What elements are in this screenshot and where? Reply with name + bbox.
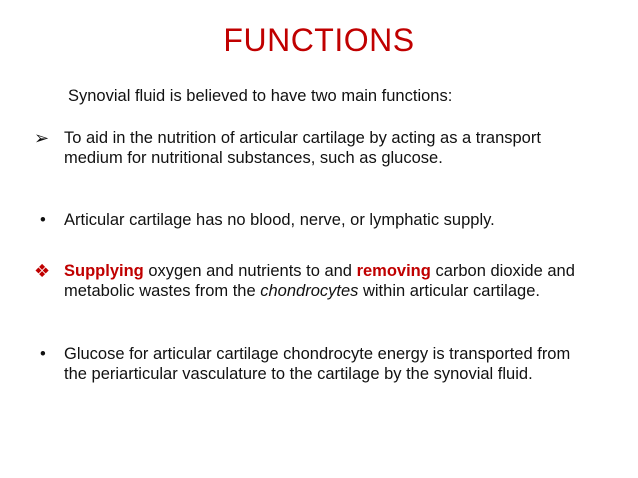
list-item-text: Articular cartilage has no blood, nerve, or lymphatic supply. xyxy=(64,211,495,229)
diamond-bullet-icon: ❖ xyxy=(34,261,51,281)
slide-title: FUNCTIONS xyxy=(223,22,415,58)
list-item xyxy=(34,128,584,168)
list-item-text: To aid in the nutrition of articular cartilage by acting as a transport medium for nutritional substances, such as glucose. xyxy=(64,129,541,167)
italic-word: chondrocytes xyxy=(260,281,359,300)
text-run: oxygen and nutrients to and xyxy=(143,262,357,280)
arrow-bullet-icon: ➢ xyxy=(34,128,50,148)
list-item xyxy=(40,211,584,231)
list-item-text xyxy=(64,262,584,301)
list-item xyxy=(40,345,584,384)
round-bullet-icon: • xyxy=(40,211,46,229)
highlight-word: Supplying xyxy=(64,262,144,280)
list-item xyxy=(34,261,584,301)
intro-text: Synovial fluid is believed to have two main functions: xyxy=(68,87,453,105)
round-bullet-icon: • xyxy=(40,345,46,363)
highlight-word: removing xyxy=(356,262,431,280)
text-run: within articular cartilage. xyxy=(358,281,540,300)
text-run: carbon dioxide and metabolic wastes from the xyxy=(64,262,575,300)
list-item-text: Glucose for articular cartilage chondrocyte energy is transported from the periarticular vasculature to the cartilage by the synovial fluid. xyxy=(64,345,571,383)
